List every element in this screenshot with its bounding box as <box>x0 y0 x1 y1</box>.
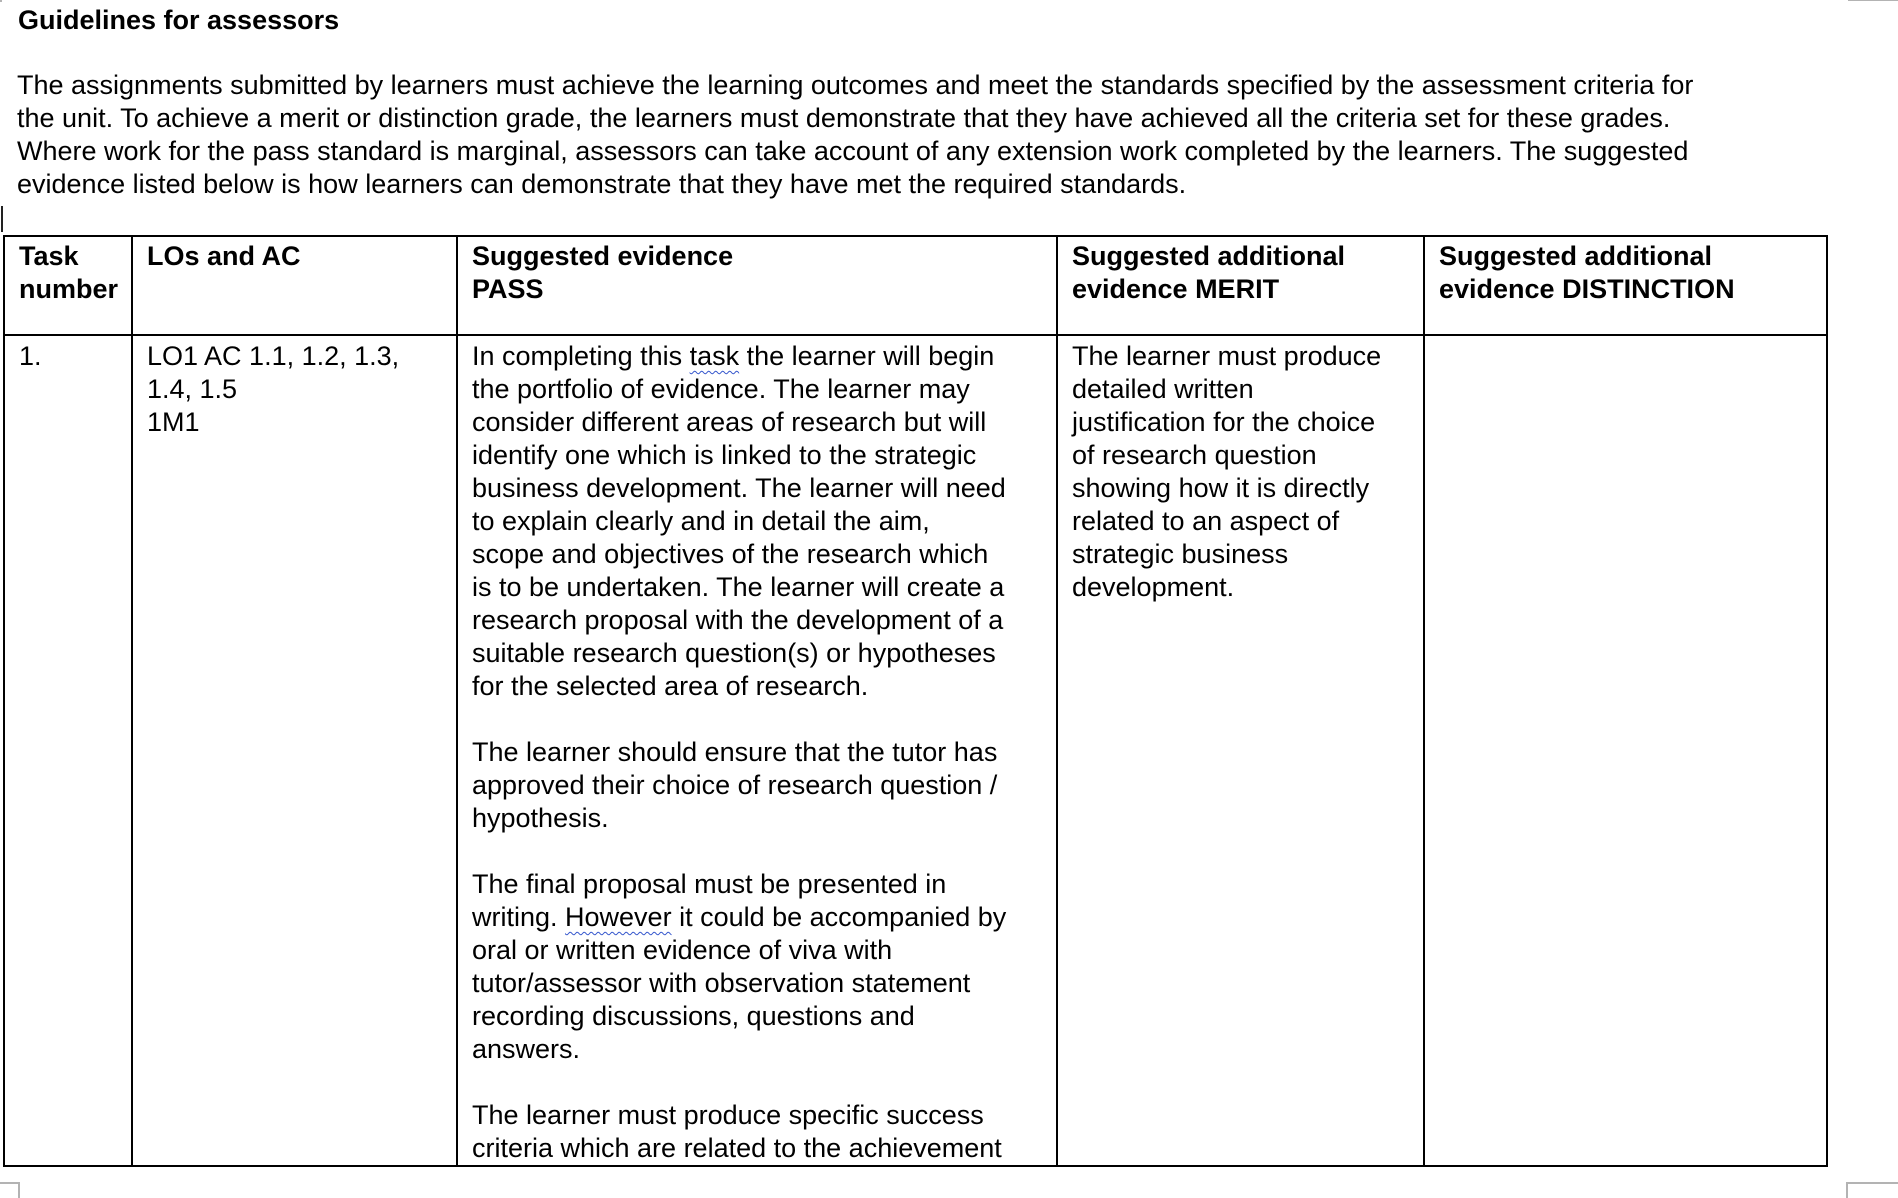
pass-paragraph: The learner should ensure that the tutor has approved their choice of research question / hypothesis. <box>472 737 998 833</box>
intro-line: The assignments submitted by learners must achieve the learning outcomes and meet the standards specified by the assessment criteria for <box>17 70 1694 100</box>
cell-task-number: 1. <box>4 335 132 1166</box>
section-heading: Guidelines for assessors <box>18 5 340 35</box>
pass-paragraph: The learner must produce specific success criteria which are related to the achievement <box>472 1100 1002 1163</box>
intro-line: the unit. To achieve a merit or distinction grade, the learners must demonstrate that they have achieved all the criteria set for these grades. <box>17 103 1671 133</box>
table-row <box>4 335 1827 1166</box>
header-los-ac: LOs and AC <box>132 236 457 335</box>
intro-paragraph <box>17 69 1877 201</box>
page-corner-mark <box>1846 1182 1898 1198</box>
spelling-underline: However <box>565 902 672 932</box>
cell-pass-evidence <box>457 335 1057 1166</box>
intro-line: Where work for the pass standard is marginal, assessors can take account of any extension work completed by the learners. The suggested <box>17 136 1689 166</box>
page-corner-mark <box>0 1182 20 1198</box>
intro-line: evidence listed below is how learners can demonstrate that they have met the required standards. <box>17 169 1187 199</box>
header-distinction: Suggested additional evidence DISTINCTION <box>1424 236 1827 335</box>
header-pass: Suggested evidence PASS <box>457 236 1057 335</box>
cell-los-ac: LO1 AC 1.1, 1.2, 1.3, 1.4, 1.5 1M1 <box>132 335 457 1166</box>
page-corner-mark <box>1848 0 1898 1</box>
assessment-table <box>3 235 1828 1167</box>
pass-paragraph: In completing this task the learner will begin the portfolio of evidence. The learner may consider different areas of research but will identify one which is linked to the strategic business development. The learner will need to explain clearly and in detail the aim, scope and objectives of the research which is to be undertaken. The learner will create a research proposal with the development of a suitable research question(s) or hypotheses for the selected area of research. <box>472 341 1006 701</box>
header-merit: Suggested additional evidence MERIT <box>1057 236 1424 335</box>
pass-paragraph: The final proposal must be presented in writing. However it could be accompanied by oral or written evidence of viva with tutor/assessor with observation statement recording discussions, questions and answers. <box>472 869 1007 1064</box>
spelling-underline: task <box>689 341 740 371</box>
table-header-row <box>4 236 1827 335</box>
text-cursor <box>1 206 3 232</box>
cell-distinction-evidence <box>1424 335 1827 1166</box>
cell-merit-evidence: The learner must produce detailed written justification for the choice of research question showing how it is directly related to an aspect of strategic business development. <box>1057 335 1424 1166</box>
page-corner-mark <box>0 0 2 2</box>
header-task-number: Task number <box>4 236 132 335</box>
